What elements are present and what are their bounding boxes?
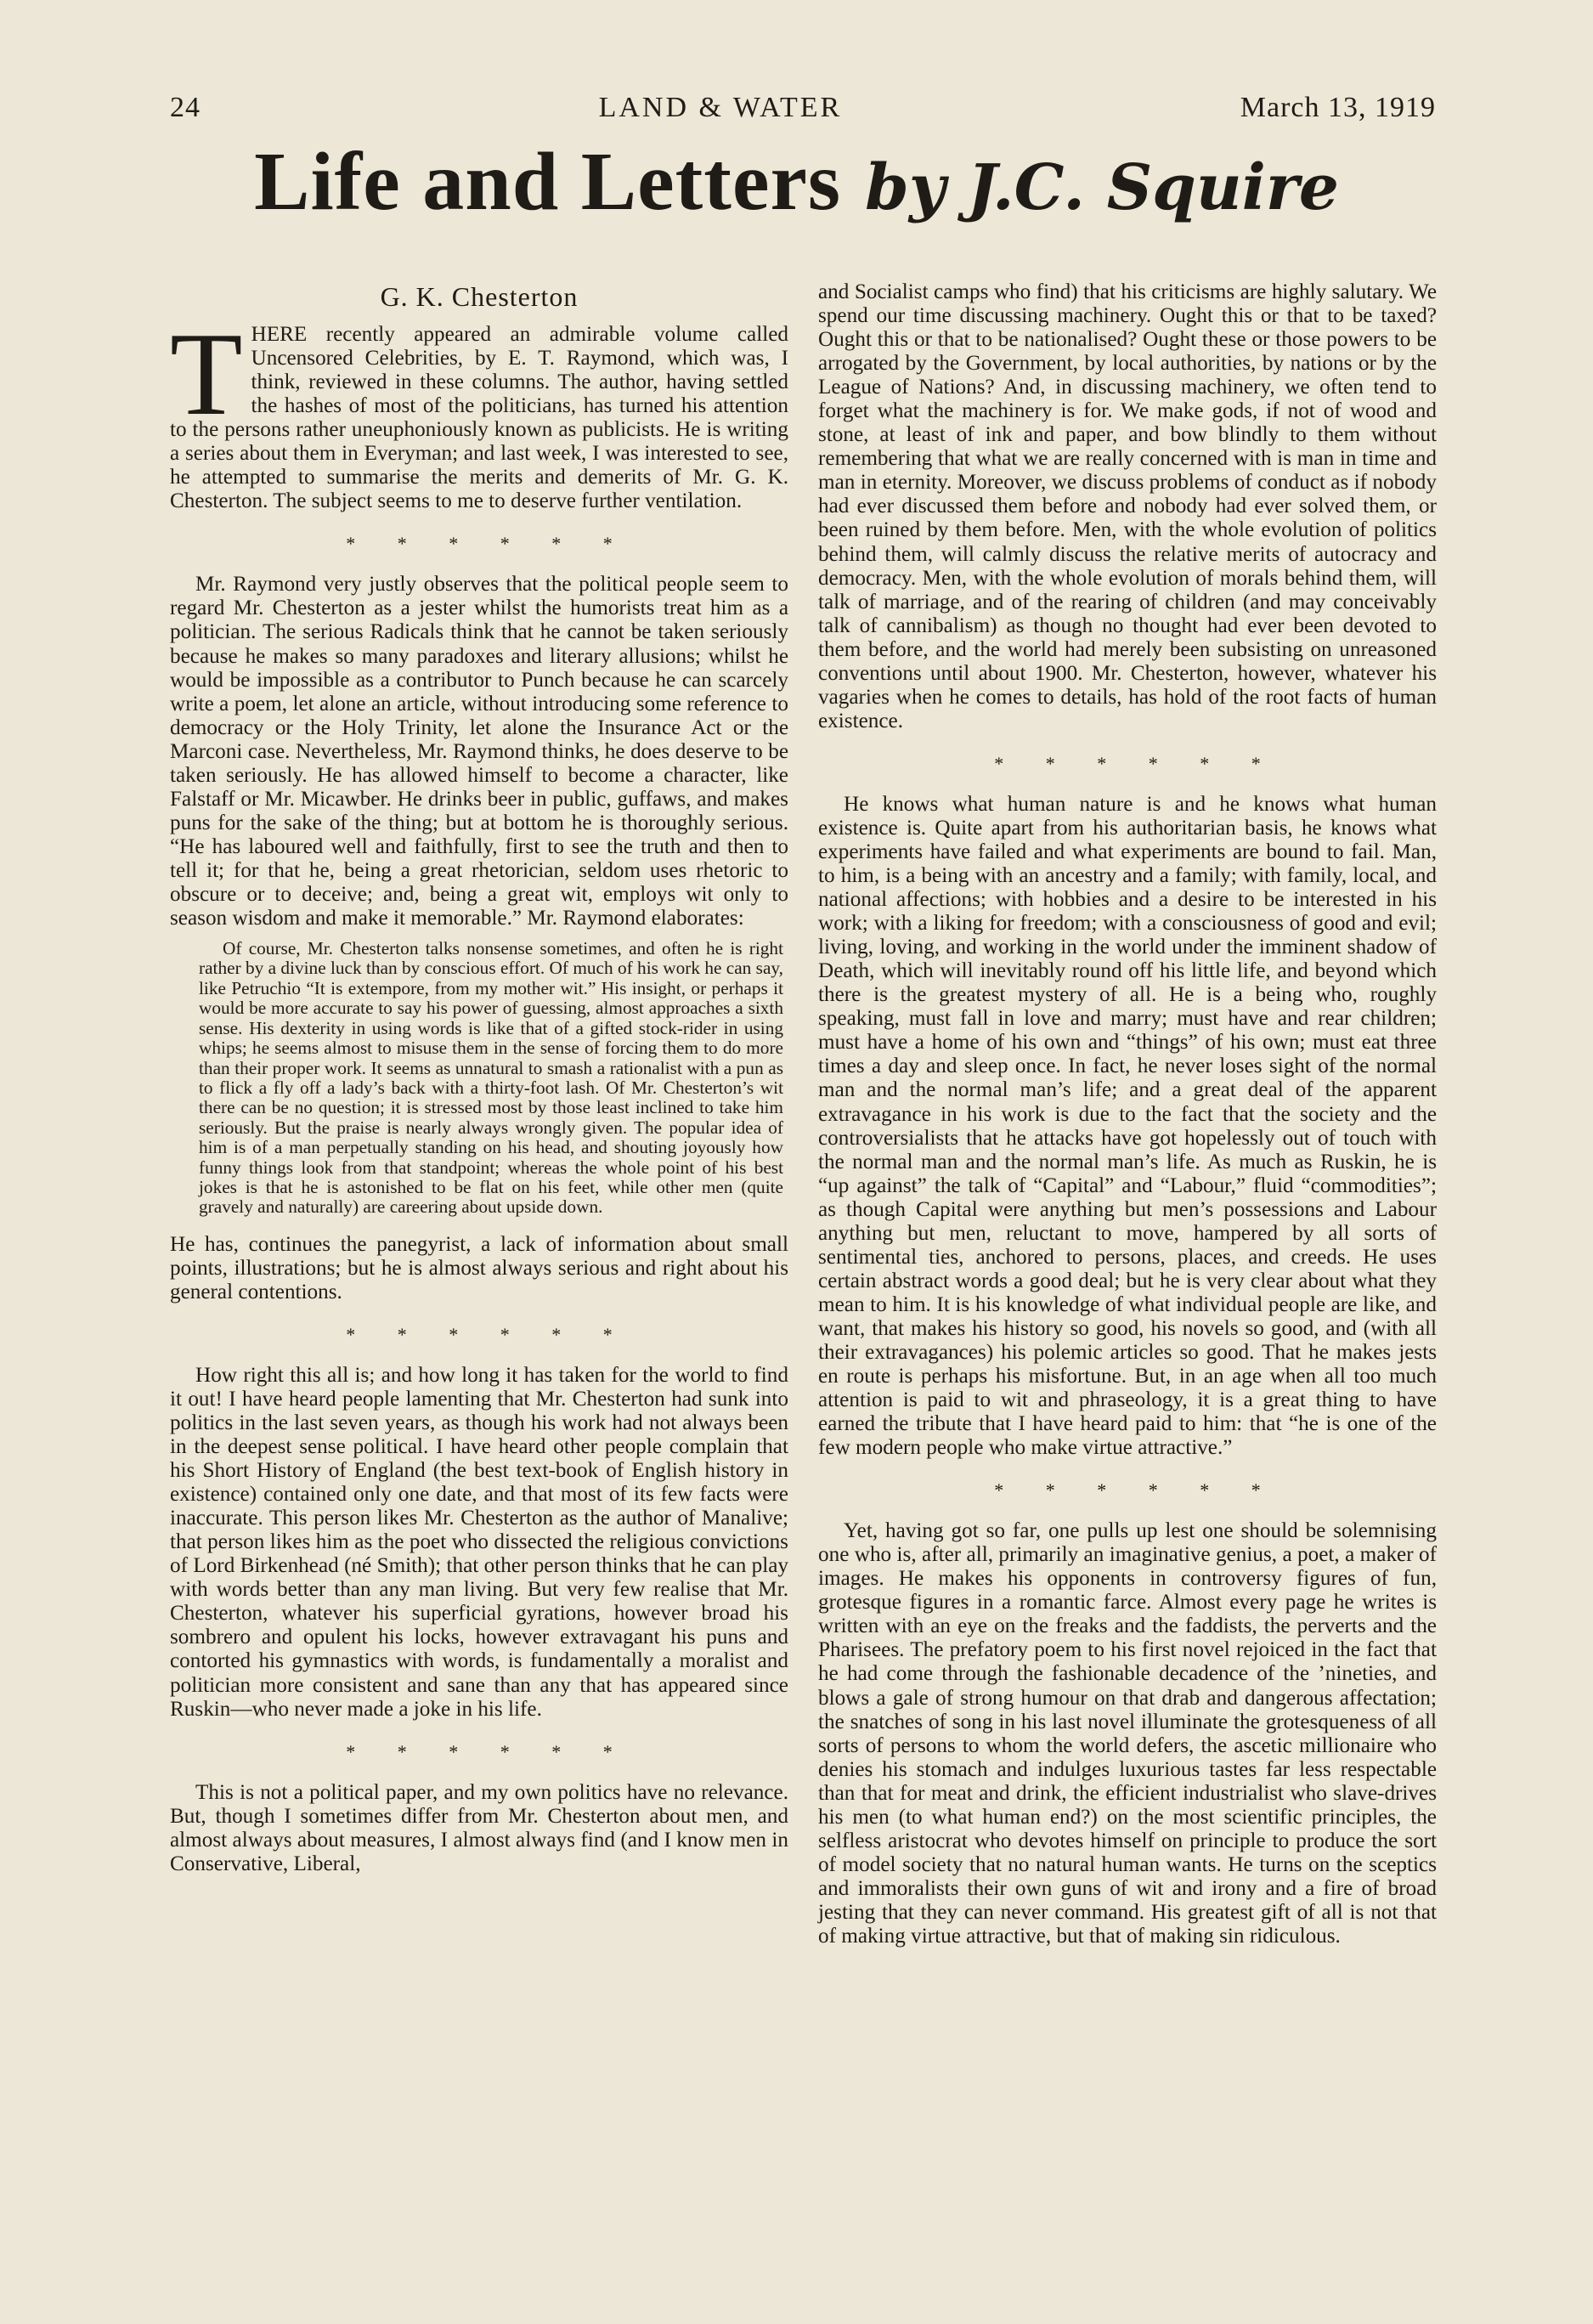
section-divider: * * * * * * xyxy=(994,1479,1261,1501)
column-title xyxy=(0,134,1593,229)
right-column xyxy=(818,280,1437,1948)
section-divider: * * * * * * xyxy=(346,1740,613,1762)
left-column xyxy=(170,280,788,1876)
running-head xyxy=(170,92,1436,124)
paragraph-7: He knows what human nature is and he knows what human existence is. Quite apart from his authoritarian basis, he knows what experiments have failed and what experiments are bound to fail. Man, to him, is a being with an ancestry and a family; with family, local, and national affections; with hobbies and a desire to be interested in his work; with a liking for freedom; with a consciousness of good and evil; living, loving, and working in the world under the imminent shadow of Death, which will inevitably round off his little life, and beyond which there is the greatest mystery of all. He is a being who, roughly speaking, must fall in love and marry; must have and rear children; must have a home of his own and “things” of his own; must eat three times a day and sleep once. In fact, he never loses sight of the normal man and the normal man’s life; and a great deal of the apparent extravagance in his work is due to the fact that the society and the controversialists that he attacks have got hopelessly out of touch with the normal man and the normal man’s life. As much as Ruskin, he is “up against” the talk of “Capital” and “Labour,” fluid “commodities”; as though Capital were anything but men’s possessions and Labour anything but men, reluctant to move, hampered by all sorts of sentimental ties, anchored to persons, places, and creeds. He uses certain abstract words a good deal; but he is very clear about what they mean to him. It is his knowledge of what individual people are like, and want, that makes his history so good, his novels so good, and (with all their extravagances) his polemic articles so good. That he makes jests en route is perhaps his misfortune. But, in an age when all too much attention is paid to wit and phraseology, it is a great thing to have earned the tribute that I have heard paid to him: that “he is one of the few modern people who make virtue attractive.” xyxy=(818,792,1437,1460)
paragraph-8: Yet, having got so far, one pulls up lest one should be solemnising one who is, after all, primarily an imaginative genius, a poet, a maker of images. He makes his opponents in controversy figures of fun, grotesque figures in a romantic farce. Almost every page he writes is written with an eye on the freaks and the faddists, the perverts and the Pharisees. The prefatory poem to his first novel rejoiced in the fact that he had come through the fashionable decadence of the ’nineties, and blows a gale of strong humour on that drab and dangerous affectation; the snatches of song in his last novel illuminate the grotesqueness of all sorts of persons to whom the world defers, the ascetic millionaire who denies his stomach and indulges luxurious tastes far less respectable than that for meat and drink, the efficient industrialist who slave-drives his men (to what human end?) on the most scientific principles, the selfless aristocrat who devotes himself on principle to produce the sort of model society that no natural human wants. He turns on the sceptics and immoralists their own guns of wit and irony and a fire of broad jesting that they can never command. His greatest gift of all is not that of making virtue attractive, but that of making sin ridiculous. xyxy=(818,1519,1437,1948)
paragraph-1-text: HERE recently appeared an admirable volume called Uncensored Celebrities, by E. T. Raymond, which was, I think, reviewed in these columns. The author, having settled the hashes of most of the politicians, has turned his attention to the persons rather uneuphoniously known as publicists. He is writing a series about them in Everyman; and last week, I was interested to see, he attempted to summarise the merits and demerits of Mr. G. K. Chesterton. The subject seems to me to deserve further ventilation. xyxy=(170,323,788,513)
title-main: Life and Letters xyxy=(254,136,842,228)
journal-name: LAND & WATER xyxy=(598,92,843,123)
title-byline: by J.C. Squire xyxy=(865,151,1339,224)
article-heading: G. K. Chesterton xyxy=(380,281,579,312)
drop-cap: T xyxy=(170,308,243,440)
section-divider: * * * * * * xyxy=(994,752,1261,774)
section-divider: * * * * * * xyxy=(346,1323,613,1345)
issue-date: March 13, 1919 xyxy=(1240,92,1436,123)
section-divider: * * * * * * xyxy=(346,533,613,555)
page-number: 24 xyxy=(170,92,201,123)
block-quote: Of course, Mr. Chesterton talks nonsense sometimes, and often he is right rather by a divine luck than by conscious effort. Of much of his work he can say, like Petruchio “It is extempore, from my mother wit.” His insight, or perhaps it would be more accurate to say his power of guessing, almost approaches a sixth sense. His dexterity in using words is like that of a gifted stock-rider in using whips; he seems almost to misuse them in the sense of forcing them to do more than their proper work. It seems as unnatural to smash a rationalist with a pun as to flick a fly off a lady’s back with a thirty-foot lash. Of Mr. Chesterton’s wit there can be no question; it is stressed most by those least inclined to take him seriously. But the praise is nearly always wrongly given. The popular idea of him is of a man perpetually standing on his head, and shouting joyously how funny things look from that standpoint; whereas the whole point of his best jokes is that he is astonished to be flat on his feet, while other men (quite gravely and naturally) are careering about upside down. xyxy=(199,938,783,1218)
paragraph-5: This is not a political paper, and my own politics have no relevance. But, though I sometimes differ from Mr. Chesterton about men, and almost always about measures, I almost always find (and I know men in Conservative, Liberal, xyxy=(170,1780,788,1875)
paragraph-4: How right this all is; and how long it has taken for the world to find it out! I have heard people lamenting that Mr. Chesterton had sunk into politics in the last seven years, as though his work had not always been in the deepest sense political. I have heard other people complain that his Short History of England (the best text-book of English history in existence) contained only one date, and that most of its few facts were inaccurate. This person likes Mr. Chesterton as the author of Manalive; that person likes him as the poet who dissected the religious convictions of Lord Birkenhead (né Smith); that other person thinks that he can play with words better than any man living. But very few realise that Mr. Chesterton, whatever his superficial gyrations, however broad his sombrero and opulent his locks, however extravagant his puns and contorted his gymnastics with words, is fundamentally a moralist and politician more consistent and sane than any that has appeared since Ruskin—who never made a joke in his life. xyxy=(170,1363,788,1721)
paragraph-6: and Socialist camps who find) that his criticisms are highly salutary. We spend our time discussing machinery. Ought this or that to be taxed? Ought this or that to be nationalised? Ought these or those powers to be arrogated by the Government, by local authorities, by nations or by the League of Nations? And, in discussing machinery, we often tend to forget what the machinery is for. We make gods, if not of wood and stone, at least of ink and paper, and bow blindly to them without remembering that what we are really concerned with is man in time and man in eternity. Moreover, we discuss problems of conduct as if nobody had ever discussed them before and nobody had ever solved them, or been ruined by them before. Men, with the whole evolution of politics behind them, will calmly discuss the relative merits of autocracy and democracy. Men, with the whole evolution of morals behind them, will talk of marriage, and of the rearing of children (and may conceivably talk of cannibalism) as though no thought had ever been devoted to them before, and the world had merely been subsisting on unreasoned conventions until about 1900. Mr. Chesterton, however, whatever his vagaries when he comes to details, has hold of the root facts of human existence. xyxy=(818,280,1437,732)
paragraph-3: He has, continues the panegyrist, a lack of information about small points, illustrations; but he is almost always serious and right about his general contentions. xyxy=(170,1232,788,1303)
paragraph-1 xyxy=(170,308,788,513)
paragraph-2: Mr. Raymond very justly observes that the political people seem to regard Mr. Chesterton as a jester whilst the humorists treat him as a politician. The serious Radicals think that he cannot be taken seriously because he makes so many paradoxes and literary allusions; whilst he would be impossible as a contributor to Punch because he can scarcely write a poem, let alone an article, without introducing some reference to democracy or the Holy Trinity, let alone the Insurance Act or the Marconi case. Nevertheless, Mr. Raymond thinks, he does deserve to be taken seriously. He has allowed himself to become a character, like Falstaff or Mr. Micawber. He drinks beer in public, guffaws, and makes puns for the sake of the thing; but at bottom he is thoroughly serious. “He has laboured well and faithfully, first to see the truth and then to tell it; for that he, being a great rhetorician, seldom uses rhetoric to obscure or to deceive; and, being a great wit, employs wit only to season wisdom and make it memorable.” Mr. Raymond elaborates: xyxy=(170,573,788,930)
